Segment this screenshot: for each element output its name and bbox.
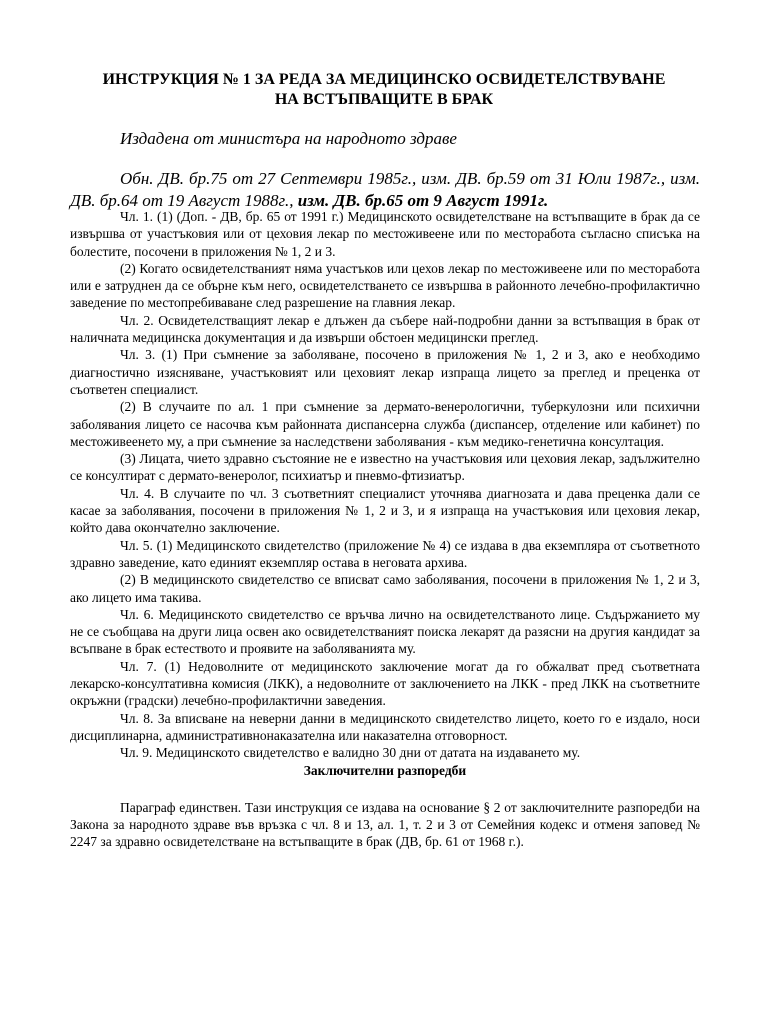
publication-bold: изм. ДВ. бр.65 от 9 Август 1991г. (297, 191, 549, 210)
publication-info (70, 168, 700, 212)
paragraph-art1-1: Чл. 1. (1) (Доп. - ДВ, бр. 65 от 1991 г.) Медицинското освидетелстване на встъпващите в брак да се извършва от участъковия или от цеховия лекар по местоживеене или по месторабота съгласно списъка на болестите, посочени в приложения № 1, 2 и 3. (70, 209, 700, 259)
paragraph-art5-2: (2) В медицинското свидетелство се вписват само заболявания, посочени в приложения № 1, 2 и 3, ако лицето има такива. (70, 572, 700, 605)
document-title (60, 70, 708, 110)
paragraph-art1-2: (2) Когато освидетелстваният няма участъков или цехов лекар по местоживеене или по месторабота или е затруднен да се обърне към него, освидетелстването се извършва в районното лечебно-профилактично заведение по местопребиваване след разрешение на главния лекар. (70, 260, 700, 311)
final-paragraph: Параграф единствен. Тази инструкция се издава на основание § 2 от заключителните разпоредби на Закона за народното здраве във връзка с чл. 8 и 13, ал. 1, т. 2 и 3 от Семейния кодекс и отменя заповед № 2247 за здравно освидетелстване на встъпващите в брак (ДВ, бр. 61 от 1968 г.). (70, 799, 700, 850)
document-title-line1: ИНСТРУКЦИЯ № 1 ЗА РЕДА ЗА МЕДИЦИНСКО ОСВИДЕТЕЛСТВУВАНЕ (102, 71, 666, 88)
issued-by: Издадена от министъра на народното здраве (120, 129, 457, 148)
section-title: Заключителни разпоредби (303, 762, 467, 778)
paragraph-art6: Чл. 6. Медицинското свидетелство се връчва лично на освидетелстваното лице. Съдържанието му не се съобщава на други лица освен ако освидетелстваният поиска лекарят да разясни на другия кандидат за всъпване в брак естеството и проявите на заболяванията му. (70, 606, 700, 657)
publication-plain: Обн. ДВ. бр.75 от 27 Септември 1985г., изм. ДВ. бр.59 от 31 Юли 1987г., изм. ДВ. бр.64 от 19 Август 1988г., (70, 169, 700, 210)
paragraph-art5-1: Чл. 5. (1) Медицинското свидетелство (приложение № 4) се издава в два екземпляра от съответното здравно заведение, като единият екземпляр остава в неговата архива. (70, 537, 700, 570)
paragraph-art2: Чл. 2. Освидетелстващият лекар е длъжен да събере най-подробни данни за встъпващия в брак от наличната медицинска документация и да извърши обстоен медицински преглед. (70, 312, 700, 346)
paragraph-art3-1: Чл. 3. (1) При съмнение за заболяване, посочено в приложения № 1, 2 и 3, ако е необходимо диагностично изясняване, участъковият или цеховият лекар изпраща лицето за преглед и преценка от съответен специалист. (70, 347, 700, 397)
paragraph-art9: Чл. 9. Медицинското свидетелство е валидно 30 дни от датата на издаването му. (120, 745, 581, 761)
paragraph-art7: Чл. 7. (1) Недоволните от медицинското заключение могат да го обжалват пред съответната лекарско-консултативна комисия (ЛКК), а недоволните от заключението на ЛКК - пред ЛКК на съответните окръжни (градски) лечебно-профилактични заведения. (70, 658, 700, 709)
document-body (70, 208, 700, 851)
paragraph-art8: Чл. 8. За вписване на неверни данни в медицинското свидетелство лицето, което го е издало, носи дисциплинарна, административнонаказателна или наказателна отговорност. (70, 710, 700, 743)
paragraph-art3-2: (2) В случаите по ал. 1 при съмнение за дермато-венерологични, туберкулозни или психични заболявания лицето се насочва към районната диспансерна служба (диспансер, отделение или кабинет) по местоживеенето му, а при съмнение за наследствени заболявания - към медико-генетична консултация. (70, 399, 700, 449)
document-title-line2: НА ВСТЪПВАЩИТЕ В БРАК (274, 91, 494, 108)
paragraph-art4: Чл. 4. В случаите по чл. 3 съответният специалист уточнява диагнозата и дава преценка дали се касае за заболявания, посочени в приложения № 1, 2 и 3, и я изпраща на участъковия или цеховия лекар, който дава окончателно заключение. (70, 485, 700, 536)
paragraph-art3-3: (3) Лицата, чието здравно състояние не е известно на участъковия или цеховия лекар, задължително се консултират с дермато-венеролог, психиатър и пневмо-фтизиатър. (70, 451, 700, 484)
